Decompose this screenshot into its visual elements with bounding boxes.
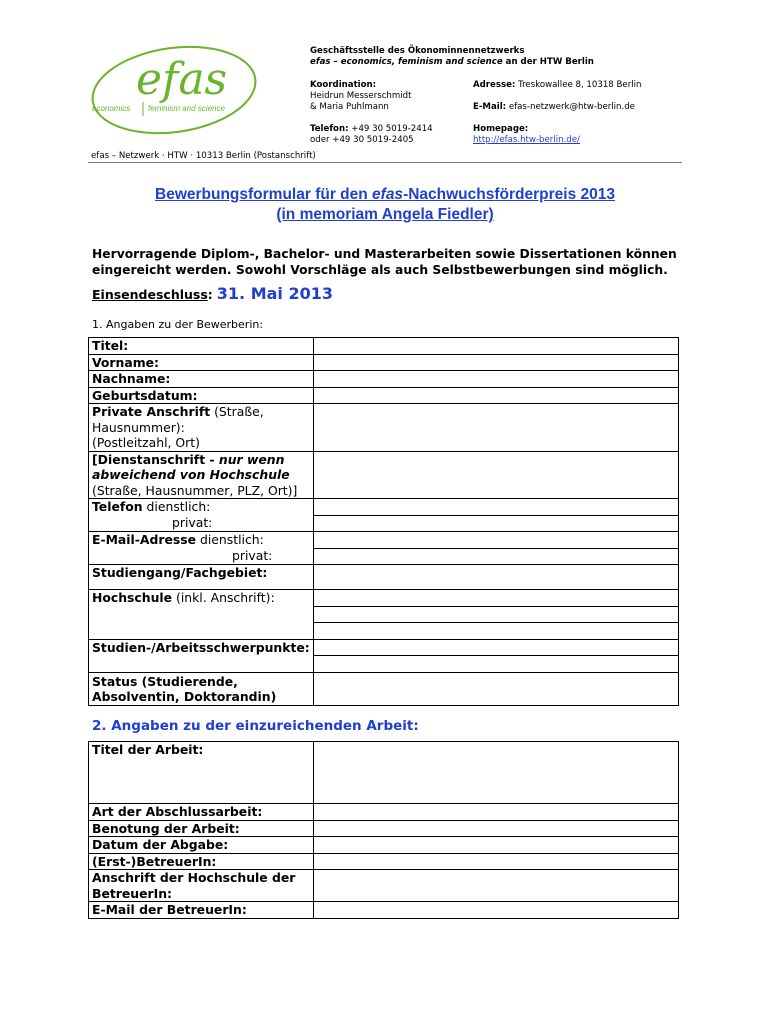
field-schwerpunkte[interactable] bbox=[314, 639, 679, 672]
form-subtitle: (in memoriam Angela Fiedler) bbox=[276, 206, 494, 223]
field-studiengang[interactable] bbox=[314, 565, 679, 590]
field-benotung[interactable] bbox=[314, 820, 679, 837]
field-titel[interactable] bbox=[314, 338, 679, 355]
label-work-title: Titel der Arbeit: bbox=[89, 742, 314, 804]
header-tagline: efas – economics, feminism and science an der HTW Berlin bbox=[310, 57, 594, 67]
intro-text: Hervorragende Diplom-, Bachelor- und Masterarbeiten sowie Dissertationen können eingereicht werden. Sowohl Vorschläge als auch Selbstbewerbungen sind möglich. bbox=[92, 247, 677, 277]
field-status[interactable] bbox=[314, 672, 679, 705]
field-nachname[interactable] bbox=[314, 371, 679, 388]
header-coordination: Koordination: Heidrun Messerschmidt & Maria Puhlmann bbox=[310, 80, 412, 112]
header-telephone: Telefon: +49 30 5019-2414 oder +49 30 5019-2405 bbox=[310, 124, 433, 145]
field-work-title[interactable] bbox=[314, 742, 679, 804]
label-nachname: Nachname: bbox=[89, 371, 314, 388]
field-email[interactable] bbox=[314, 532, 679, 565]
label-art: Art der Abschlussarbeit: bbox=[89, 804, 314, 821]
label-geburtsdatum: Geburtsdatum: bbox=[89, 387, 314, 404]
applicant-table bbox=[88, 337, 679, 706]
field-vorname[interactable] bbox=[314, 354, 679, 371]
label-email: E-Mail-Adresse dienstlich: privat: bbox=[89, 532, 314, 565]
label-hochschule: Hochschule (inkl. Anschrift): bbox=[89, 590, 314, 640]
header-address: Adresse: Treskowallee 8, 10318 Berlin bbox=[473, 80, 642, 90]
header-org: Geschäftsstelle des Ökonominnennetzwerks bbox=[310, 46, 525, 56]
field-datum[interactable] bbox=[314, 837, 679, 854]
section2-heading: 2. Angaben zu der einzureichenden Arbeit: bbox=[92, 718, 419, 734]
form-title: Bewerbungsformular für den efas-Nachwuchsförderpreis 2013 bbox=[155, 186, 615, 203]
label-status: Status (Studierende, Absolventin, Doktorandin) bbox=[89, 672, 314, 705]
section1-heading: 1. Angaben zu der Bewerberin: bbox=[92, 318, 264, 331]
efas-logo bbox=[88, 44, 258, 136]
deadline-date: 31. Mai 2013 bbox=[216, 284, 333, 303]
label-email-betreuer: E-Mail der BetreuerIn: bbox=[89, 902, 314, 919]
logo-tagline-right: feminism and science bbox=[148, 104, 225, 113]
header-homepage: Homepage: http://efas.htw-berlin.de/ bbox=[473, 124, 580, 145]
field-work-address[interactable] bbox=[314, 451, 679, 499]
header-divider bbox=[88, 162, 682, 163]
label-work-address: [Dienstanschrift - nur wenn abweichend von Hochschule (Straße, Hausnummer, PLZ, Ort)] bbox=[89, 451, 314, 499]
label-private-address: Private Anschrift (Straße, Hausnummer): (Postleitzahl, Ort) bbox=[89, 404, 314, 452]
homepage-link[interactable]: http://efas.htw-berlin.de/ bbox=[473, 135, 580, 145]
field-private-address[interactable] bbox=[314, 404, 679, 452]
deadline: Einsendeschluss: 31. Mai 2013 bbox=[92, 284, 333, 303]
field-art[interactable] bbox=[314, 804, 679, 821]
label-benotung: Benotung der Arbeit: bbox=[89, 820, 314, 837]
label-betreuer: (Erst-)BetreuerIn: bbox=[89, 853, 314, 870]
logo-tagline-left: economics bbox=[92, 104, 131, 113]
field-betreuer[interactable] bbox=[314, 853, 679, 870]
field-anschrift-betreuer[interactable] bbox=[314, 870, 679, 902]
field-telefon[interactable] bbox=[314, 499, 679, 532]
label-studiengang: Studiengang/Fachgebiet: bbox=[89, 565, 314, 590]
label-titel: Titel: bbox=[89, 338, 314, 355]
work-table bbox=[88, 741, 679, 919]
field-email-betreuer[interactable] bbox=[314, 902, 679, 919]
label-anschrift-betreuer: Anschrift der Hochschule der BetreuerIn: bbox=[89, 870, 314, 902]
label-telefon: Telefon dienstlich: privat: bbox=[89, 499, 314, 532]
label-datum: Datum der Abgabe: bbox=[89, 837, 314, 854]
field-geburtsdatum[interactable] bbox=[314, 387, 679, 404]
label-schwerpunkte: Studien-/Arbeitsschwerpunkte: bbox=[89, 639, 314, 672]
logo-word: efas bbox=[136, 54, 228, 105]
label-vorname: Vorname: bbox=[89, 354, 314, 371]
postal-address: efas – Netzwerk · HTW · 10313 Berlin (Postanschrift) bbox=[91, 151, 316, 161]
field-hochschule[interactable] bbox=[314, 590, 679, 640]
header-email: E-Mail: efas-netzwerk@htw-berlin.de bbox=[473, 102, 635, 112]
